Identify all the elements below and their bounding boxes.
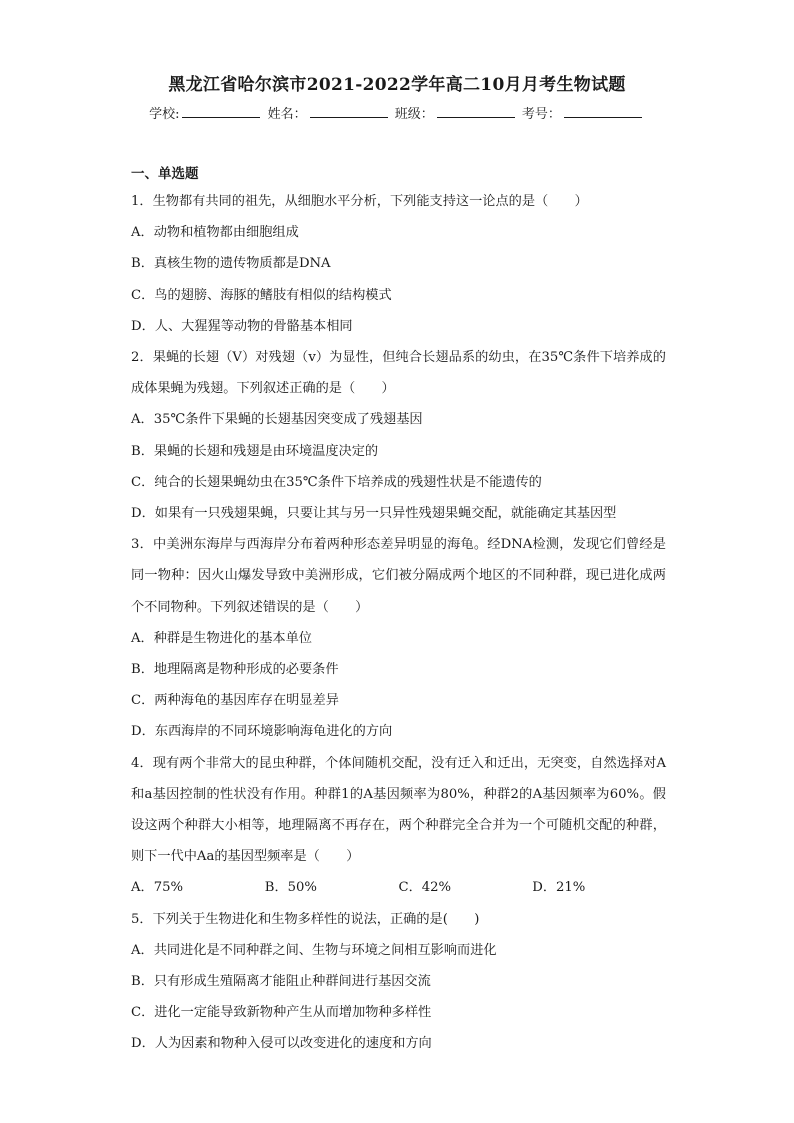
name-blank[interactable] xyxy=(310,105,388,118)
option-d: D．21% xyxy=(532,880,586,896)
class-blank[interactable] xyxy=(437,105,515,118)
option-d: D．东西海岸的不同环境影响海龟进化的方向 xyxy=(131,724,393,740)
exam-number-label: 考号： xyxy=(521,107,561,122)
name-label: 姓名： xyxy=(267,107,307,122)
option-d: D．如果有一只残翅果蝇，只要让其与另一只异性残翅果蝇交配，就能确定其基因型 xyxy=(131,506,617,522)
option-c: C．42% xyxy=(398,880,452,896)
school-label: 学校: xyxy=(149,107,180,122)
exam-content xyxy=(131,162,666,1060)
option-a: A．种群是生物进化的基本单位 xyxy=(131,630,312,646)
option-a: A．动物和植物都由细胞组成 xyxy=(131,225,299,241)
option-b: B．只有形成生殖隔离才能阻止种群间进行基因交流 xyxy=(131,974,431,990)
question-stem: 5．下列关于生物进化和生物多样性的说法，正确的是( ) xyxy=(131,911,480,927)
option-c: C．纯合的长翅果蝇幼虫在35℃条件下培养成的残翅性状是不能遗传的 xyxy=(131,474,542,490)
question-2 xyxy=(131,342,666,529)
class-label: 班级： xyxy=(394,107,434,122)
question-5 xyxy=(131,904,666,1060)
question-4 xyxy=(131,748,666,904)
student-info-line xyxy=(0,103,794,122)
question-3 xyxy=(131,529,666,747)
option-b: B．真核生物的遗传物质都是DNA xyxy=(131,256,331,272)
question-stem: 4．现有两个非常大的昆虫种群，个体间随机交配，没有迁入和迁出，无突变，自然选择对A和a基因控制的性状没有作用。种群1的A基因频率为80%，种群2的A基因频率为60%。假设这两个种群大小相等，地理隔离不再存在，两个种群完全合并为一个可随机交配的种群，则下一代中Aa的基因型频率是（ ） xyxy=(131,755,666,865)
question-1 xyxy=(131,186,666,342)
option-c: C．鸟的翅膀、海豚的鳍肢有相似的结构模式 xyxy=(131,287,392,303)
option-a: A．共同进化是不同种群之间、生物与环境之间相互影响而进化 xyxy=(131,942,497,958)
section-title: 一、单选题 xyxy=(131,166,199,182)
school-blank[interactable] xyxy=(182,105,260,118)
option-d: D．人为因素和物种入侵可以改变进化的速度和方向 xyxy=(131,1036,432,1052)
question-stem: 2．果蝇的长翅（V）对残翅（v）为显性，但纯合长翅品系的幼虫，在35℃条件下培养成的成体果蝇为残翅。下列叙述正确的是（ ） xyxy=(131,350,666,397)
option-c: C．两种海龟的基因库存在明显差异 xyxy=(131,693,339,709)
question-stem: 3．中美洲东海岸与西海岸分布着两种形态差异明显的海龟。经DNA检测，发现它们曾经是同一物种：因火山爆发导致中美洲形成，它们被分隔成两个地区的不同种群，现已进化成两个不同物种。下列叙述错误的是（ ） xyxy=(131,537,666,615)
inline-options xyxy=(131,872,666,903)
question-stem: 1．生物都有共同的祖先，从细胞水平分析，下列能支持这一论点的是（ ） xyxy=(131,194,588,209)
option-b: B．果蝇的长翅和残翅是由环境温度决定的 xyxy=(131,443,379,459)
exam-title: 黑龙江省哈尔滨市2021-2022学年高二10月月考生物试题 xyxy=(168,75,626,95)
option-a: A．75% xyxy=(131,880,184,896)
option-b: B．地理隔离是物种形成的必要条件 xyxy=(131,662,339,678)
option-b: B．50% xyxy=(264,880,317,896)
option-a: A．35℃条件下果蝇的长翅基因突变成了残翅基因 xyxy=(131,412,423,428)
exam-number-blank[interactable] xyxy=(564,105,642,118)
option-d: D．人、大猩猩等动物的骨骼基本相同 xyxy=(131,318,353,334)
option-c: C．进化一定能导致新物种产生从而增加物种多样性 xyxy=(131,1005,432,1021)
